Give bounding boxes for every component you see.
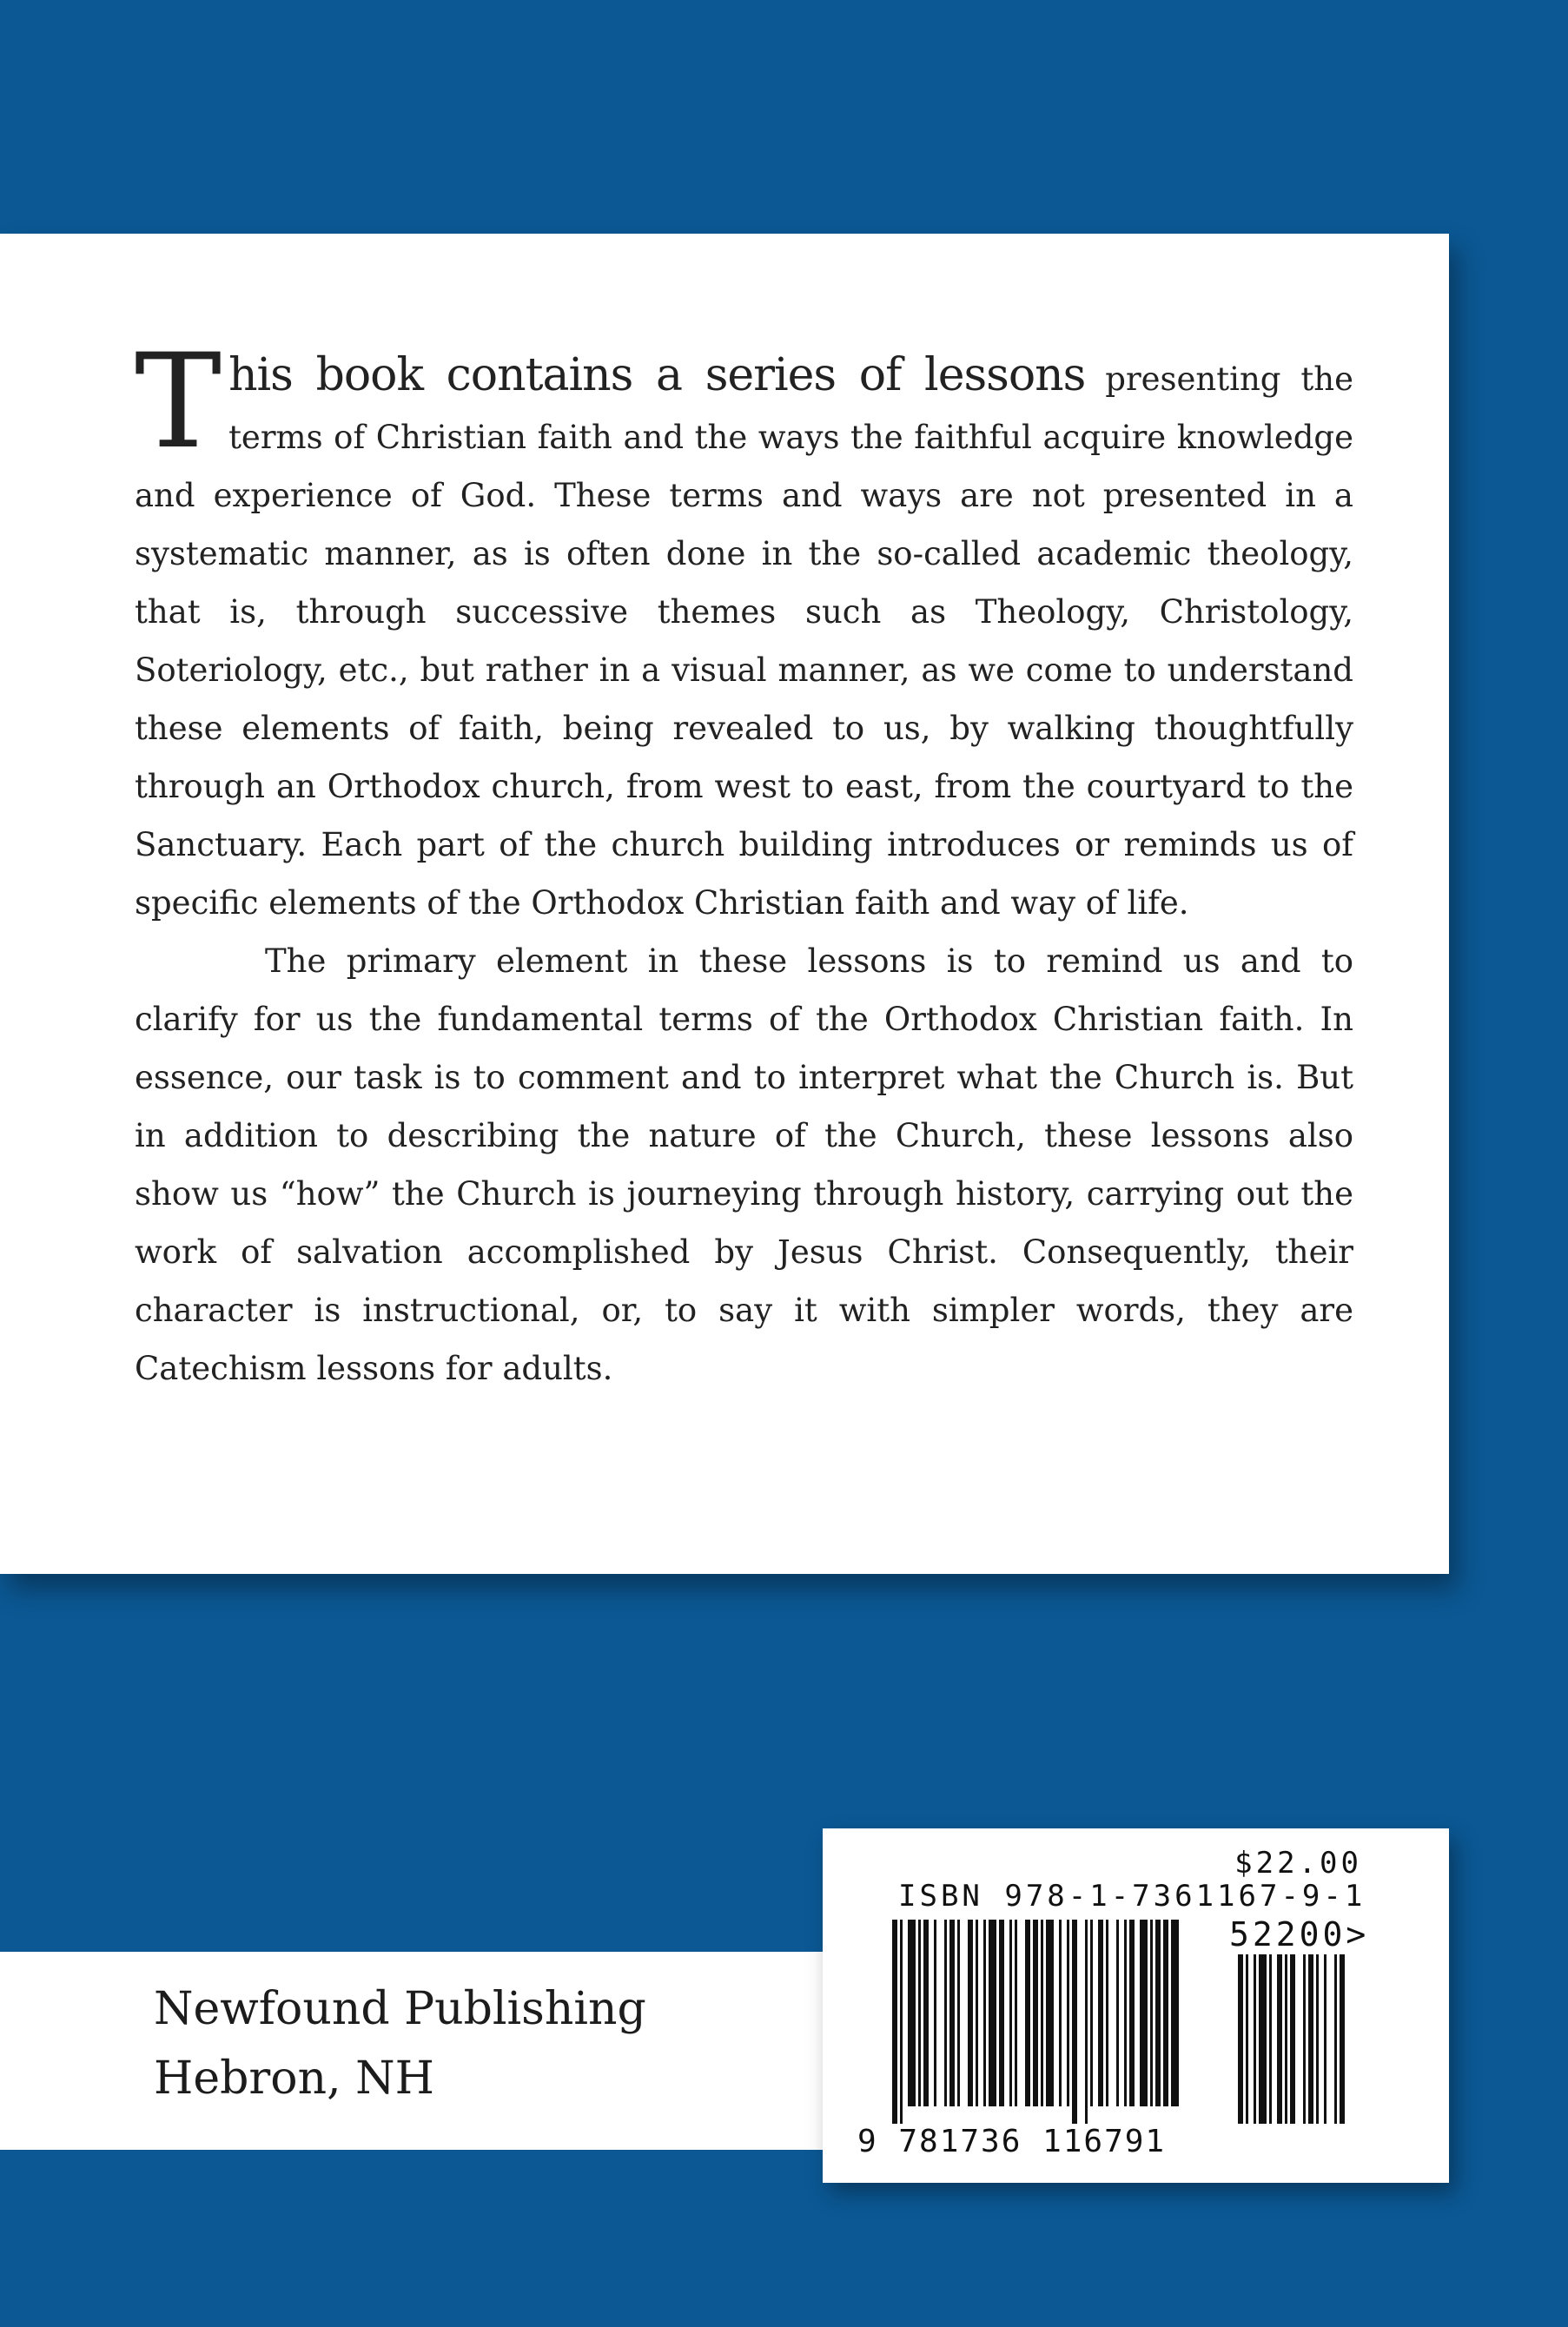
addon-bar <box>1285 1954 1287 2124</box>
isbn-barcode <box>823 1828 1449 2183</box>
barcode-digits: 9 781736 116791 <box>857 2124 1167 2159</box>
barcode-bar <box>892 1920 897 2124</box>
drop-cap: T <box>135 327 222 478</box>
addon-bar <box>1254 1954 1256 2124</box>
barcode-bar <box>1072 1920 1077 2124</box>
addon-bar <box>1246 1954 1248 2124</box>
barcode-bar <box>1090 1920 1093 2106</box>
barcode-bar <box>1155 1920 1161 2106</box>
barcode-bar <box>923 1920 929 2106</box>
barcode-bar <box>968 1920 973 2106</box>
barcode-bar <box>976 1920 978 2106</box>
addon-code: 52200> <box>1229 1915 1370 1953</box>
barcode-bar <box>999 1920 1004 2106</box>
barcode-bar <box>1116 1920 1119 2106</box>
barcode-bar <box>918 1920 921 2106</box>
publisher-name: Newfound Publishing <box>154 1983 646 2035</box>
blurb-text <box>135 327 1353 1398</box>
publisher-band <box>0 1952 869 2150</box>
barcode-bar <box>1059 1920 1062 2106</box>
addon-bar <box>1269 1954 1272 2124</box>
barcode-bar <box>1085 1920 1088 2124</box>
barcode-bar <box>1124 1920 1127 2106</box>
barcode-bar <box>983 1920 986 2106</box>
barcode-bar <box>900 1920 903 2124</box>
publisher-place: Hebron, NH <box>154 2053 434 2105</box>
barcode-bar <box>1009 1920 1012 2106</box>
addon-bar <box>1303 1954 1306 2124</box>
barcode-bar <box>1171 1920 1179 2106</box>
addon-bar <box>1340 1954 1345 2124</box>
isbn-label: ISBN 978-1-7361167-9-1 <box>898 1879 1366 1914</box>
blurb-panel <box>0 234 1449 1574</box>
barcode-bar <box>1129 1920 1135 2106</box>
addon-bar <box>1308 1954 1313 2124</box>
addon-bar <box>1324 1954 1327 2124</box>
barcode-bar <box>949 1920 955 2106</box>
barcode-bar <box>1033 1920 1038 2106</box>
barcode-bar <box>1015 1920 1017 2106</box>
barcode-bar <box>908 1920 916 2106</box>
barcode-bar <box>1098 1920 1103 2106</box>
addon-bar <box>1290 1954 1295 2124</box>
lead-in-text: his book contains a series of lessons <box>228 349 1086 401</box>
addon-bar <box>1277 1954 1282 2124</box>
blurb-paragraph-2: The primary element in these lessons is to remind us and to clarify for us the fundamental terms of the Orthodox Christian faith. In essence, our task is to comment and to interpret what the Church is. But in addition to describing the nature of the Church, these lessons also show us “how” the Church is journeying through history, carrying out the work of salvation accomplished by Jesus Christ. Consequently, their character is instructional, or, to say it with simpler words, they are Catechism lessons for adults. <box>135 942 1353 1387</box>
barcode-bar <box>1067 1920 1069 2106</box>
barcode-bar <box>957 1920 960 2106</box>
addon-bar <box>1259 1954 1267 2124</box>
addon-bar <box>1334 1954 1337 2124</box>
barcode-bar <box>1163 1920 1168 2106</box>
price-label: $22.00 <box>1234 1846 1362 1881</box>
barcode-bar <box>1150 1920 1153 2106</box>
barcode-bar <box>989 1920 996 2106</box>
paragraph-1-body: presenting the terms of Christian faith and the ways the faithful acquire knowledge and experience of God. These terms and ways are not presented in a systematic manner, as is often done in the so-called academic theology, that is, through successive themes such as Theology, Christology, Soteriology, etc., but rather in a visual manner, as we come to understand these elements of faith, being revealed to us, by walking thoughtfully through an Orthodox church, from west to east, from the courtyard to the Sanctuary. Each part of the church building introduces or reminds us of specific elements of the Orthodox Christian faith and way of life. <box>135 360 1353 922</box>
barcode-bar <box>934 1920 936 2106</box>
addon-bar <box>1238 1954 1243 2124</box>
barcode-bar <box>1140 1920 1148 2106</box>
barcode-bar <box>1025 1920 1030 2106</box>
barcode-bar <box>1046 1920 1054 2106</box>
barcode-bar <box>944 1920 947 2106</box>
blurb-paragraph-1 <box>135 327 1353 932</box>
addon-bar <box>1316 1954 1319 2124</box>
barcode-bars <box>892 1920 1413 2124</box>
barcode-bar <box>1041 1920 1043 2106</box>
barcode-bar <box>1106 1920 1108 2106</box>
